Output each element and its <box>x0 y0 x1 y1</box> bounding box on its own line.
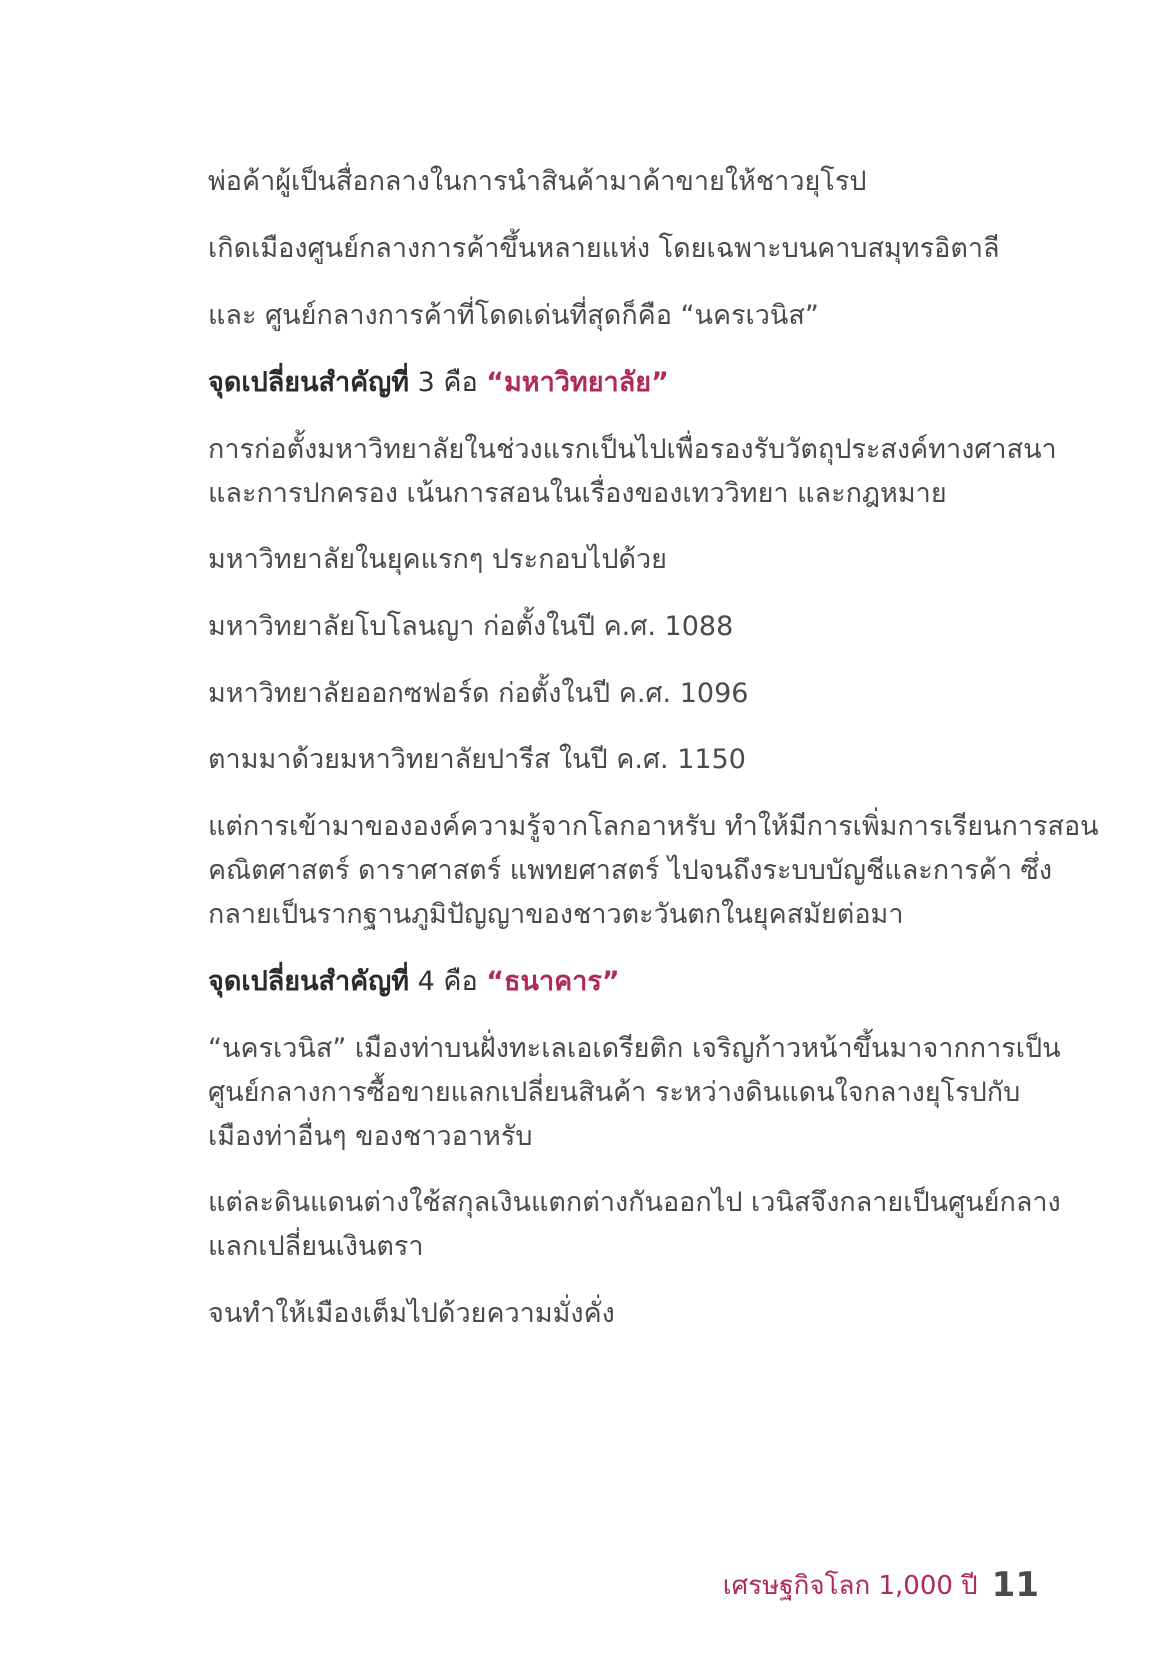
paragraph-line: แต่การเข้ามาขององค์ความรู้จากโลกอาหรับ ทำให้มีการเพิ่มการเรียนการสอน <box>208 811 1099 842</box>
paragraph-line: มหาวิทยาลัยโบโลนญา ก่อตั้งในปี ค.ศ. 1088 <box>208 611 734 642</box>
paragraph-line: พ่อค้าผู้เป็นสื่อกลางในการนำสินค้ามาค้าขายให้ชาวยุโรป <box>208 166 867 197</box>
paragraph-line: แต่ละดินแดนต่างใช้สกุลเงินแตกต่างกันออกไป เวนิสจึงกลายเป็นศูนย์กลาง <box>208 1187 1061 1218</box>
heading-accent: “มหาวิทยาลัย” <box>486 367 669 398</box>
heading-label: จุดเปลี่ยนสำคัญที่ <box>208 966 410 997</box>
paragraph-line: “นครเวนิส” เมืองท่าบนฝั่งทะเลเอเดรียติก เจริญก้าวหน้าขึ้นมาจากการเป็น <box>208 1033 1061 1064</box>
paragraph-line: จนทำให้เมืองเต็มไปด้วยความมั่งคั่ง <box>208 1298 615 1329</box>
section-heading-4 <box>208 960 1058 1004</box>
paragraph-line: คณิตศาสตร์ ดาราศาสตร์ แพทยศาสตร์ ไปจนถึงระบบบัญชีและการค้า ซึ่ง <box>208 855 1053 886</box>
paragraph-line: การก่อตั้งมหาวิทยาลัยในช่วงแรกเป็นไปเพื่อรองรับวัตถุประสงค์ทางศาสนา <box>208 434 1057 465</box>
paragraph-line: ตามมาด้วยมหาวิทยาลัยปารีส ในปี ค.ศ. 1150 <box>208 744 746 775</box>
heading-label: จุดเปลี่ยนสำคัญที่ <box>208 367 410 398</box>
heading-accent: “ธนาคาร” <box>486 966 620 997</box>
section-heading-3 <box>208 361 1058 405</box>
paragraph-line: เกิดเมืองศูนย์กลางการค้าขึ้นหลายแห่ง โดยเฉพาะบนคาบสมุทรอิตาลี <box>208 233 1000 264</box>
paragraph-line: เมืองท่าอื่นๆ ของชาวอาหรับ <box>208 1121 533 1152</box>
paragraph-line: และการปกครอง เน้นการสอนในเรื่องของเทววิทยา และกฎหมาย <box>208 478 947 509</box>
page-footer <box>723 1560 1039 1610</box>
paragraph-line: มหาวิทยาลัยในยุคแรกๆ ประกอบไปด้วย <box>208 544 667 575</box>
heading-number: 3 คือ <box>409 367 487 398</box>
book-title: เศรษฐกิจโลก 1,000 ปี <box>722 1570 978 1601</box>
paragraph-line: มหาวิทยาลัยออกซฟอร์ด ก่อตั้งในปี ค.ศ. 1096 <box>208 678 749 709</box>
paragraph-line: ศูนย์กลางการซื้อขายแลกเปลี่ยนสินค้า ระหว่างดินแดนใจกลางยุโรปกับ <box>208 1077 1021 1108</box>
heading-number: 4 คือ <box>409 966 487 997</box>
paragraph-line: และ ศูนย์กลางการค้าที่โดดเด่นที่สุดก็คือ “นครเวนิส” <box>208 300 819 331</box>
page-number: 11 <box>991 1565 1039 1605</box>
paragraph-line: กลายเป็นรากฐานภูมิปัญญาของชาวตะวันตกในยุคสมัยต่อมา <box>208 899 904 930</box>
paragraph-line: แลกเปลี่ยนเงินตรา <box>208 1231 424 1262</box>
